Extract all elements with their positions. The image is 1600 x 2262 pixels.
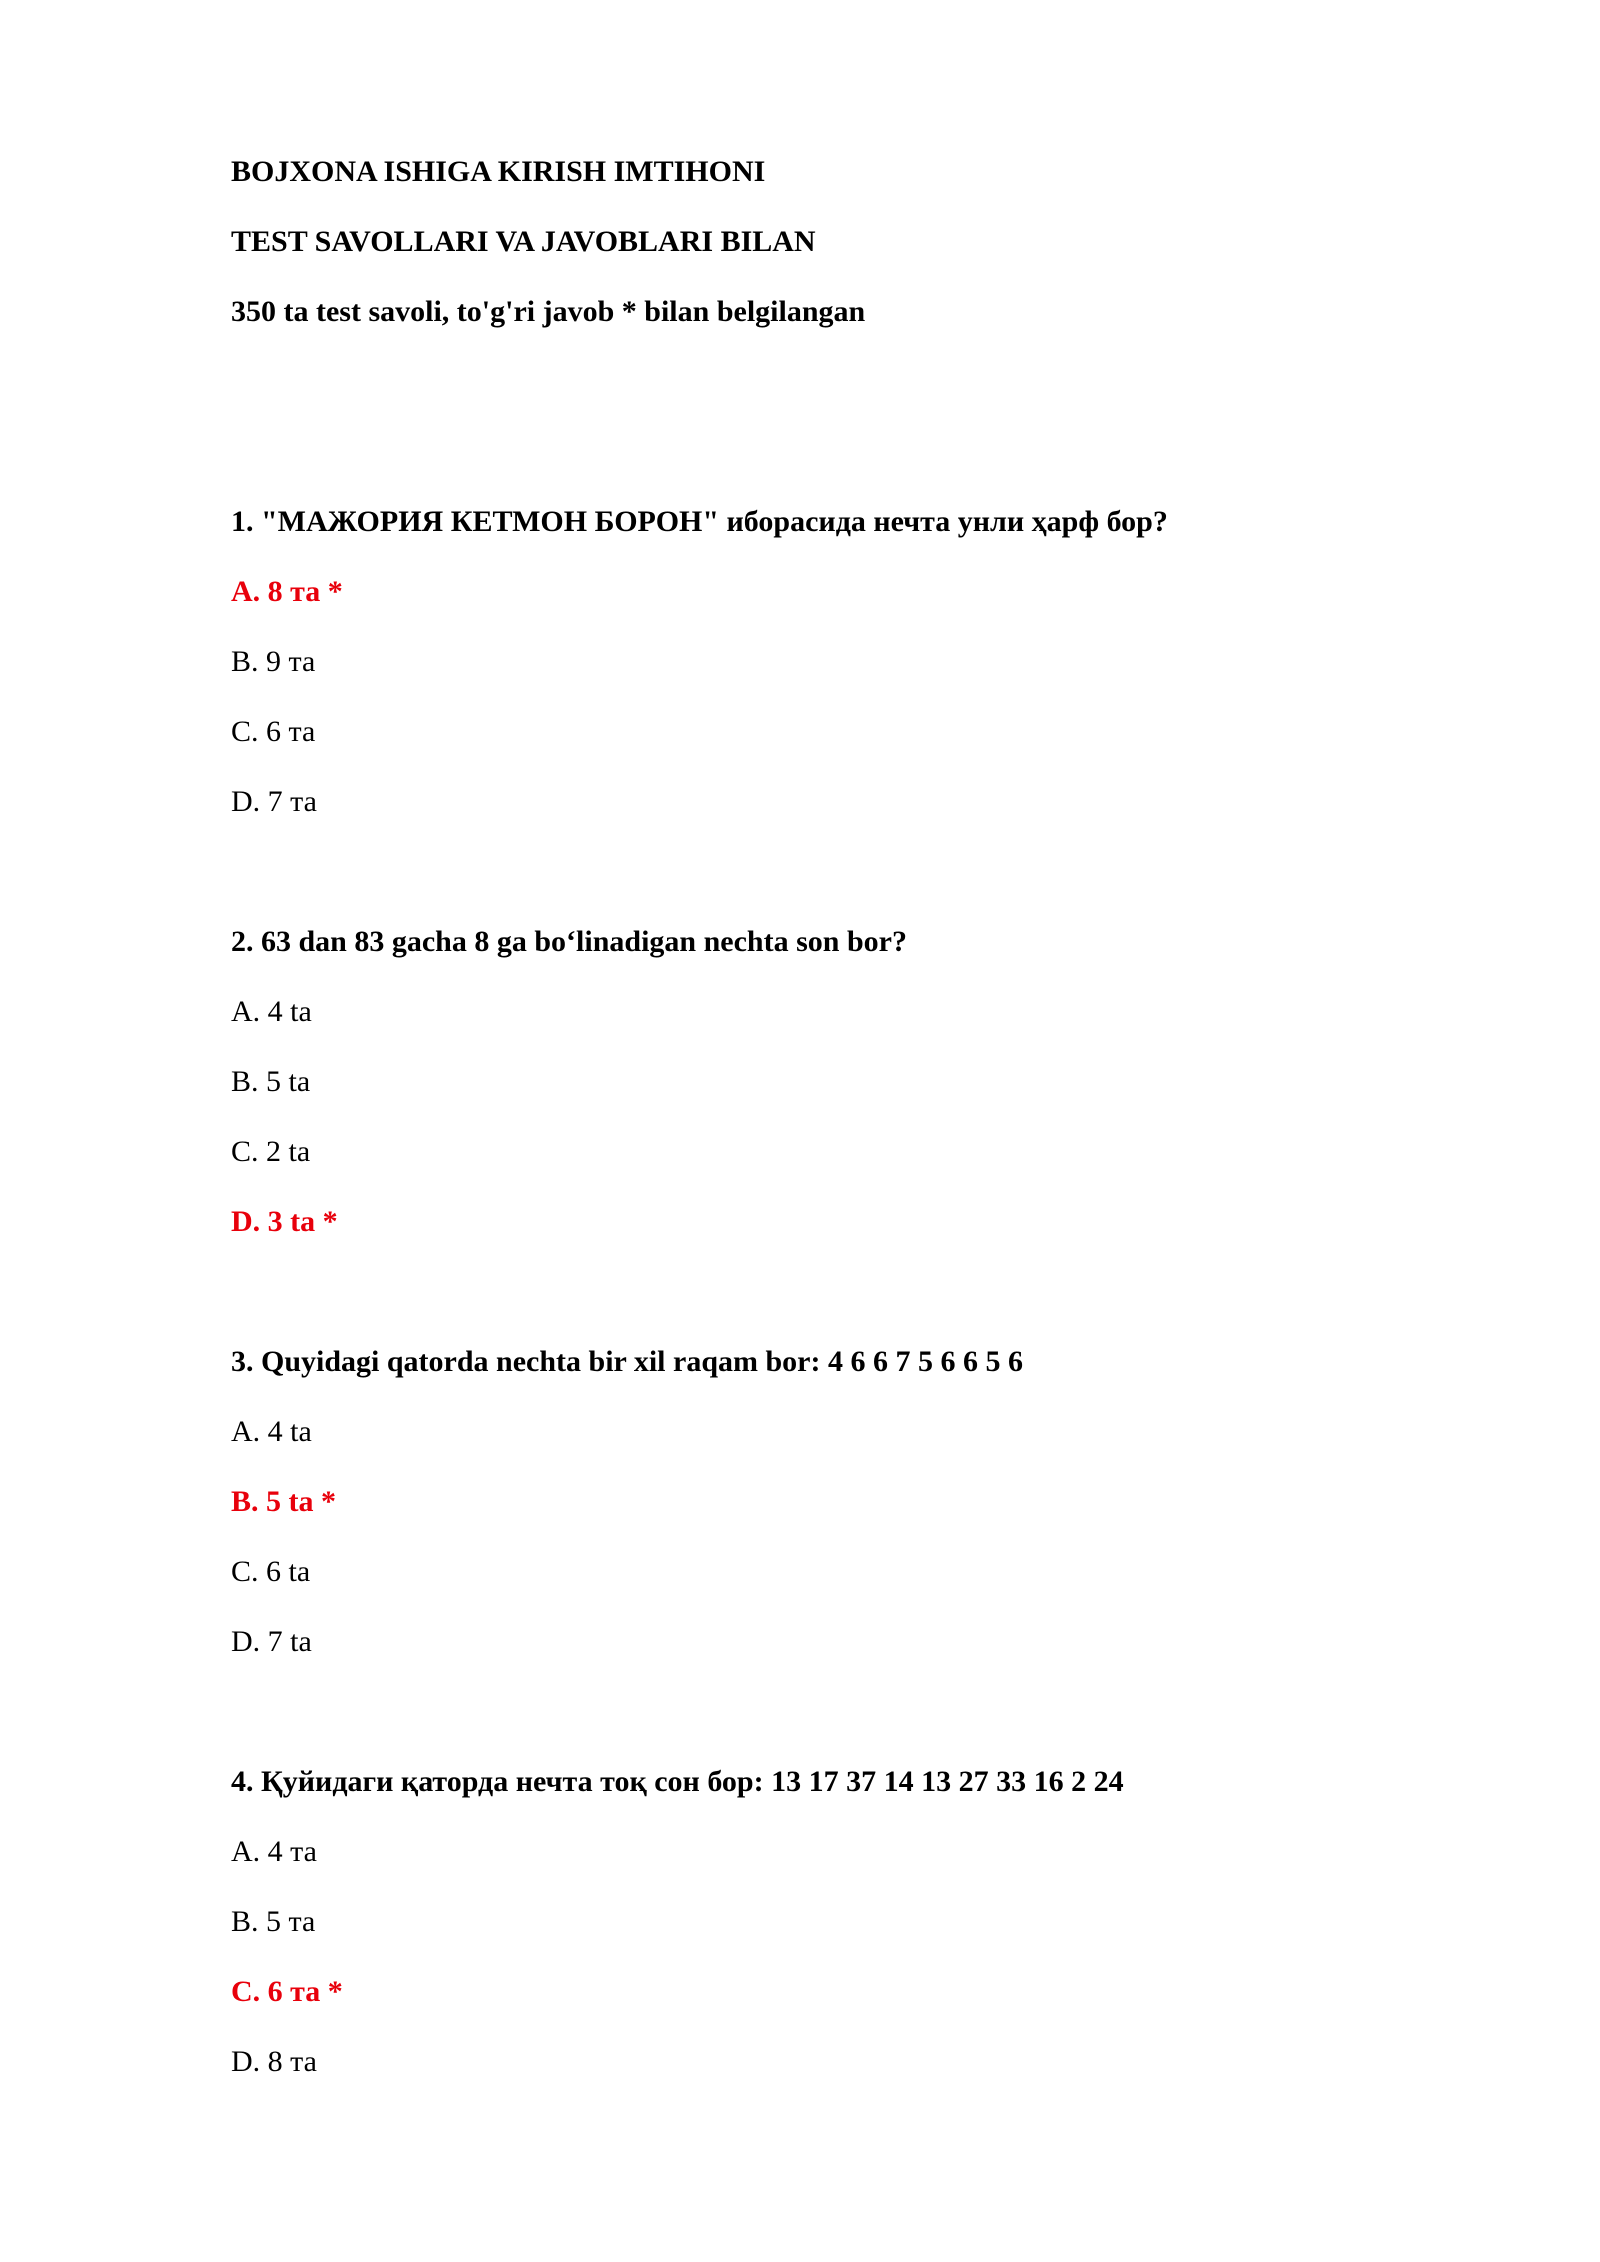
question-4-text: 4. Қуйидаги қаторда нечта тоқ сон бор: 13 17 37 14 13 27 33 16 2 24 [231, 1765, 1124, 1798]
question-2-option-c: C. 2 ta [231, 1135, 311, 1168]
question-2-option-a: A. 4 ta [231, 995, 312, 1028]
question-2-text: 2. 63 dan 83 gacha 8 ga bo‘linadigan nechta son bor? [231, 925, 907, 958]
question-1-option-c: C. 6 та [231, 715, 316, 748]
question-1-text: 1. "МАЖОРИЯ КЕТМОН БОРОН" иборасида нечта унли ҳарф бор? [231, 505, 1168, 538]
question-1-option-a: A. 8 та * [231, 575, 343, 608]
question-3-option-a: A. 4 ta [231, 1415, 312, 1448]
document-subtitle: 350 ta test savoli, to'g'ri javob * bilan belgilangan [231, 295, 866, 328]
question-1-option-b: B. 9 та [231, 645, 316, 678]
question-4-option-c: C. 6 та * [231, 1975, 343, 2008]
document-title-line1: BOJXONA ISHIGA KIRISH IMTIHONI [231, 155, 766, 188]
question-3-option-c: C. 6 ta [231, 1555, 311, 1588]
document-title-line2: TEST SAVOLLARI VA JAVOBLARI BILAN [231, 225, 816, 258]
question-4-option-b: B. 5 та [231, 1905, 316, 1938]
question-1-option-d: D. 7 та [231, 785, 317, 818]
question-2-option-d: D. 3 ta * [231, 1205, 338, 1238]
question-3-option-d: D. 7 ta [231, 1625, 312, 1658]
question-4-option-a: A. 4 та [231, 1835, 317, 1868]
question-3-option-b: B. 5 ta * [231, 1485, 336, 1518]
question-2-option-b: B. 5 ta [231, 1065, 311, 1098]
question-3-text: 3. Quyidagi qatorda nechta bir xil raqam bor: 4 6 6 7 5 6 6 5 6 [231, 1345, 1023, 1378]
question-4-option-d: D. 8 та [231, 2045, 317, 2078]
